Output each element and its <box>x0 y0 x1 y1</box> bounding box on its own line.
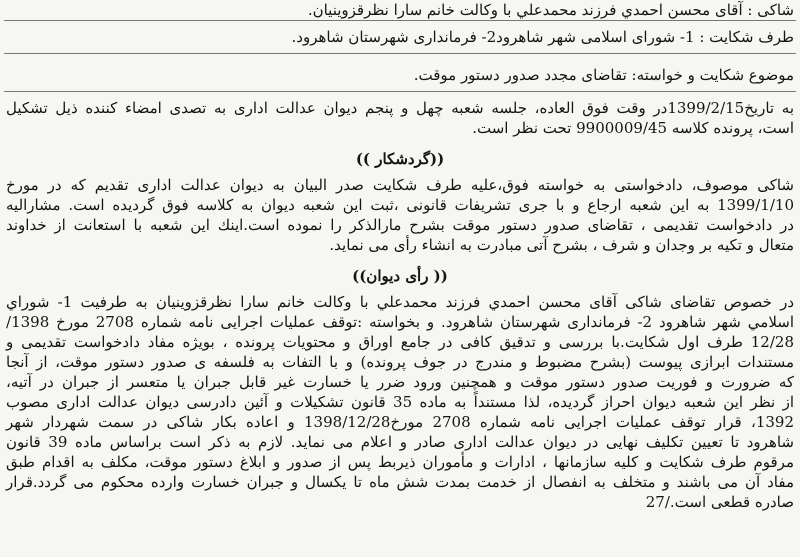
verdict-line: در خصوص تقاضای شاكی آقای محسن احمدي فرزند محمدعلي با وكالت خانم سارا نظرقزوینیان به طرفیت 1- شوراي <box>6 293 794 311</box>
complainant-line: شاكی : آقای محسن احمدي فرزند محمدعلي با وكالت خانم سارا نظرقزوینیان. <box>307 1 794 19</box>
intro-line: است، پرونده كلاسه 9900009/45 تحت نظر است. <box>472 119 794 137</box>
verdict-line: اسلامي شهر شاهرود 2- فرمانداری شهرستان شاهرود. و بخواسته :توقف عملیات اجرایی نامه شماره 2708 مورخ 1398/ <box>6 313 794 331</box>
verdict-line: صادره قطعی است./27 <box>645 493 794 511</box>
defendant-line: طرف شكایت : 1- شورای اسلامی شهر شاهرود2- فرمانداری شهرستان شاهرود. <box>291 28 794 46</box>
report-line: 1399/1/10 به این شعبه ارجاع و با جری تشریفات قانونی ،ثبت این شعبه دیوان به كلاسه فوق گردیده است. مشارالیه <box>6 196 794 214</box>
verdict-line: 12/28 طرف اول شكایت.با بررسی و تدقیق كافی در جامع اوراق و محتویات پرونده ، بویژه مفاد دادخواست تقدیمی و <box>6 333 794 351</box>
verdict-heading: (( رأی دیوان)) <box>352 267 448 285</box>
report-line: در دادخواست تقدیمی ، تقاضای صدور دستور موقت بشرح مارالذكر را نموده است.اینك این شعبه با استعانت از خداوند <box>6 216 794 234</box>
report-line: متعال و تكیه بر وجدان و شرف ، بشرح آتی مبادرت به انشاء رأی می نماید. <box>329 236 794 254</box>
verdict-line: مفاد آن می باشند و متخلف به انفصال از خدمت بمدت شش ماه تا یكسال و جبران خسارت وارده محكوم می گردد.قرار <box>6 473 794 491</box>
intro-paragraph <box>4 98 796 138</box>
subject-line: موضوع شكایت و خواسته: تقاضای مجدد صدور دستور موقت. <box>413 66 794 84</box>
verdict-line: مستندات ابرازی پیوست (بشرح مضبوط و مندرج در جوف پرونده) و با التفات به فلسفه ی صدور دستور موقت، از آنجا <box>6 353 794 371</box>
report-heading: ((گردشكار )) <box>355 150 445 168</box>
intro-line: به تاریخ1399/2/15در وقت فوق العاده، جلسه شعبه چهل و پنجم دیوان عدالت اداری به تصدی امضاء كننده ذیل تشكیل <box>6 99 794 117</box>
document-body <box>4 0 796 557</box>
verdict-line: 1392، قرار توقف عملیات اجرایی نامه شماره 2708 مورخ1398/12/28 و اعاده بكار شاكی در سمت شهردار شهر <box>6 413 794 431</box>
verdict-line: مرقوم طرف شكایت و كلیه سازمانها ، ادارات و مأموران ذیربط پس از صدور و ابلاغ دستور موقت، مكلف به اقدام طبق <box>6 453 794 471</box>
report-paragraph <box>4 175 796 255</box>
verdict-line: از نظر این شعبه دیوان احراز گردیده، لذا مستنداً به ماده 35 قانون تشكیلات و آئین دادرسی دیوان عدالت اداری مصوب <box>6 393 794 411</box>
verdict-line: كه ضرورت و فوریت صدور دستور موقت و همچنین ورود ضرر یا خسارت غیر قابل جبران یا متعسر از جبران در آتیه، <box>6 373 794 391</box>
report-line: شاكی موصوف، دادخواستی به خواسته فوق،علیه طرف شكایت صدر البیان به دیوان عدالت اداری تقدیم كه در مورخ <box>6 176 794 194</box>
verdict-line: شاهرود تا تعیین تكلیف نهایی در دیوان عدالت اداری صادر و اعلام می نماید. لازم به ذكر است براساس ماده 39 قانون <box>6 433 794 451</box>
verdict-paragraph <box>4 292 796 512</box>
